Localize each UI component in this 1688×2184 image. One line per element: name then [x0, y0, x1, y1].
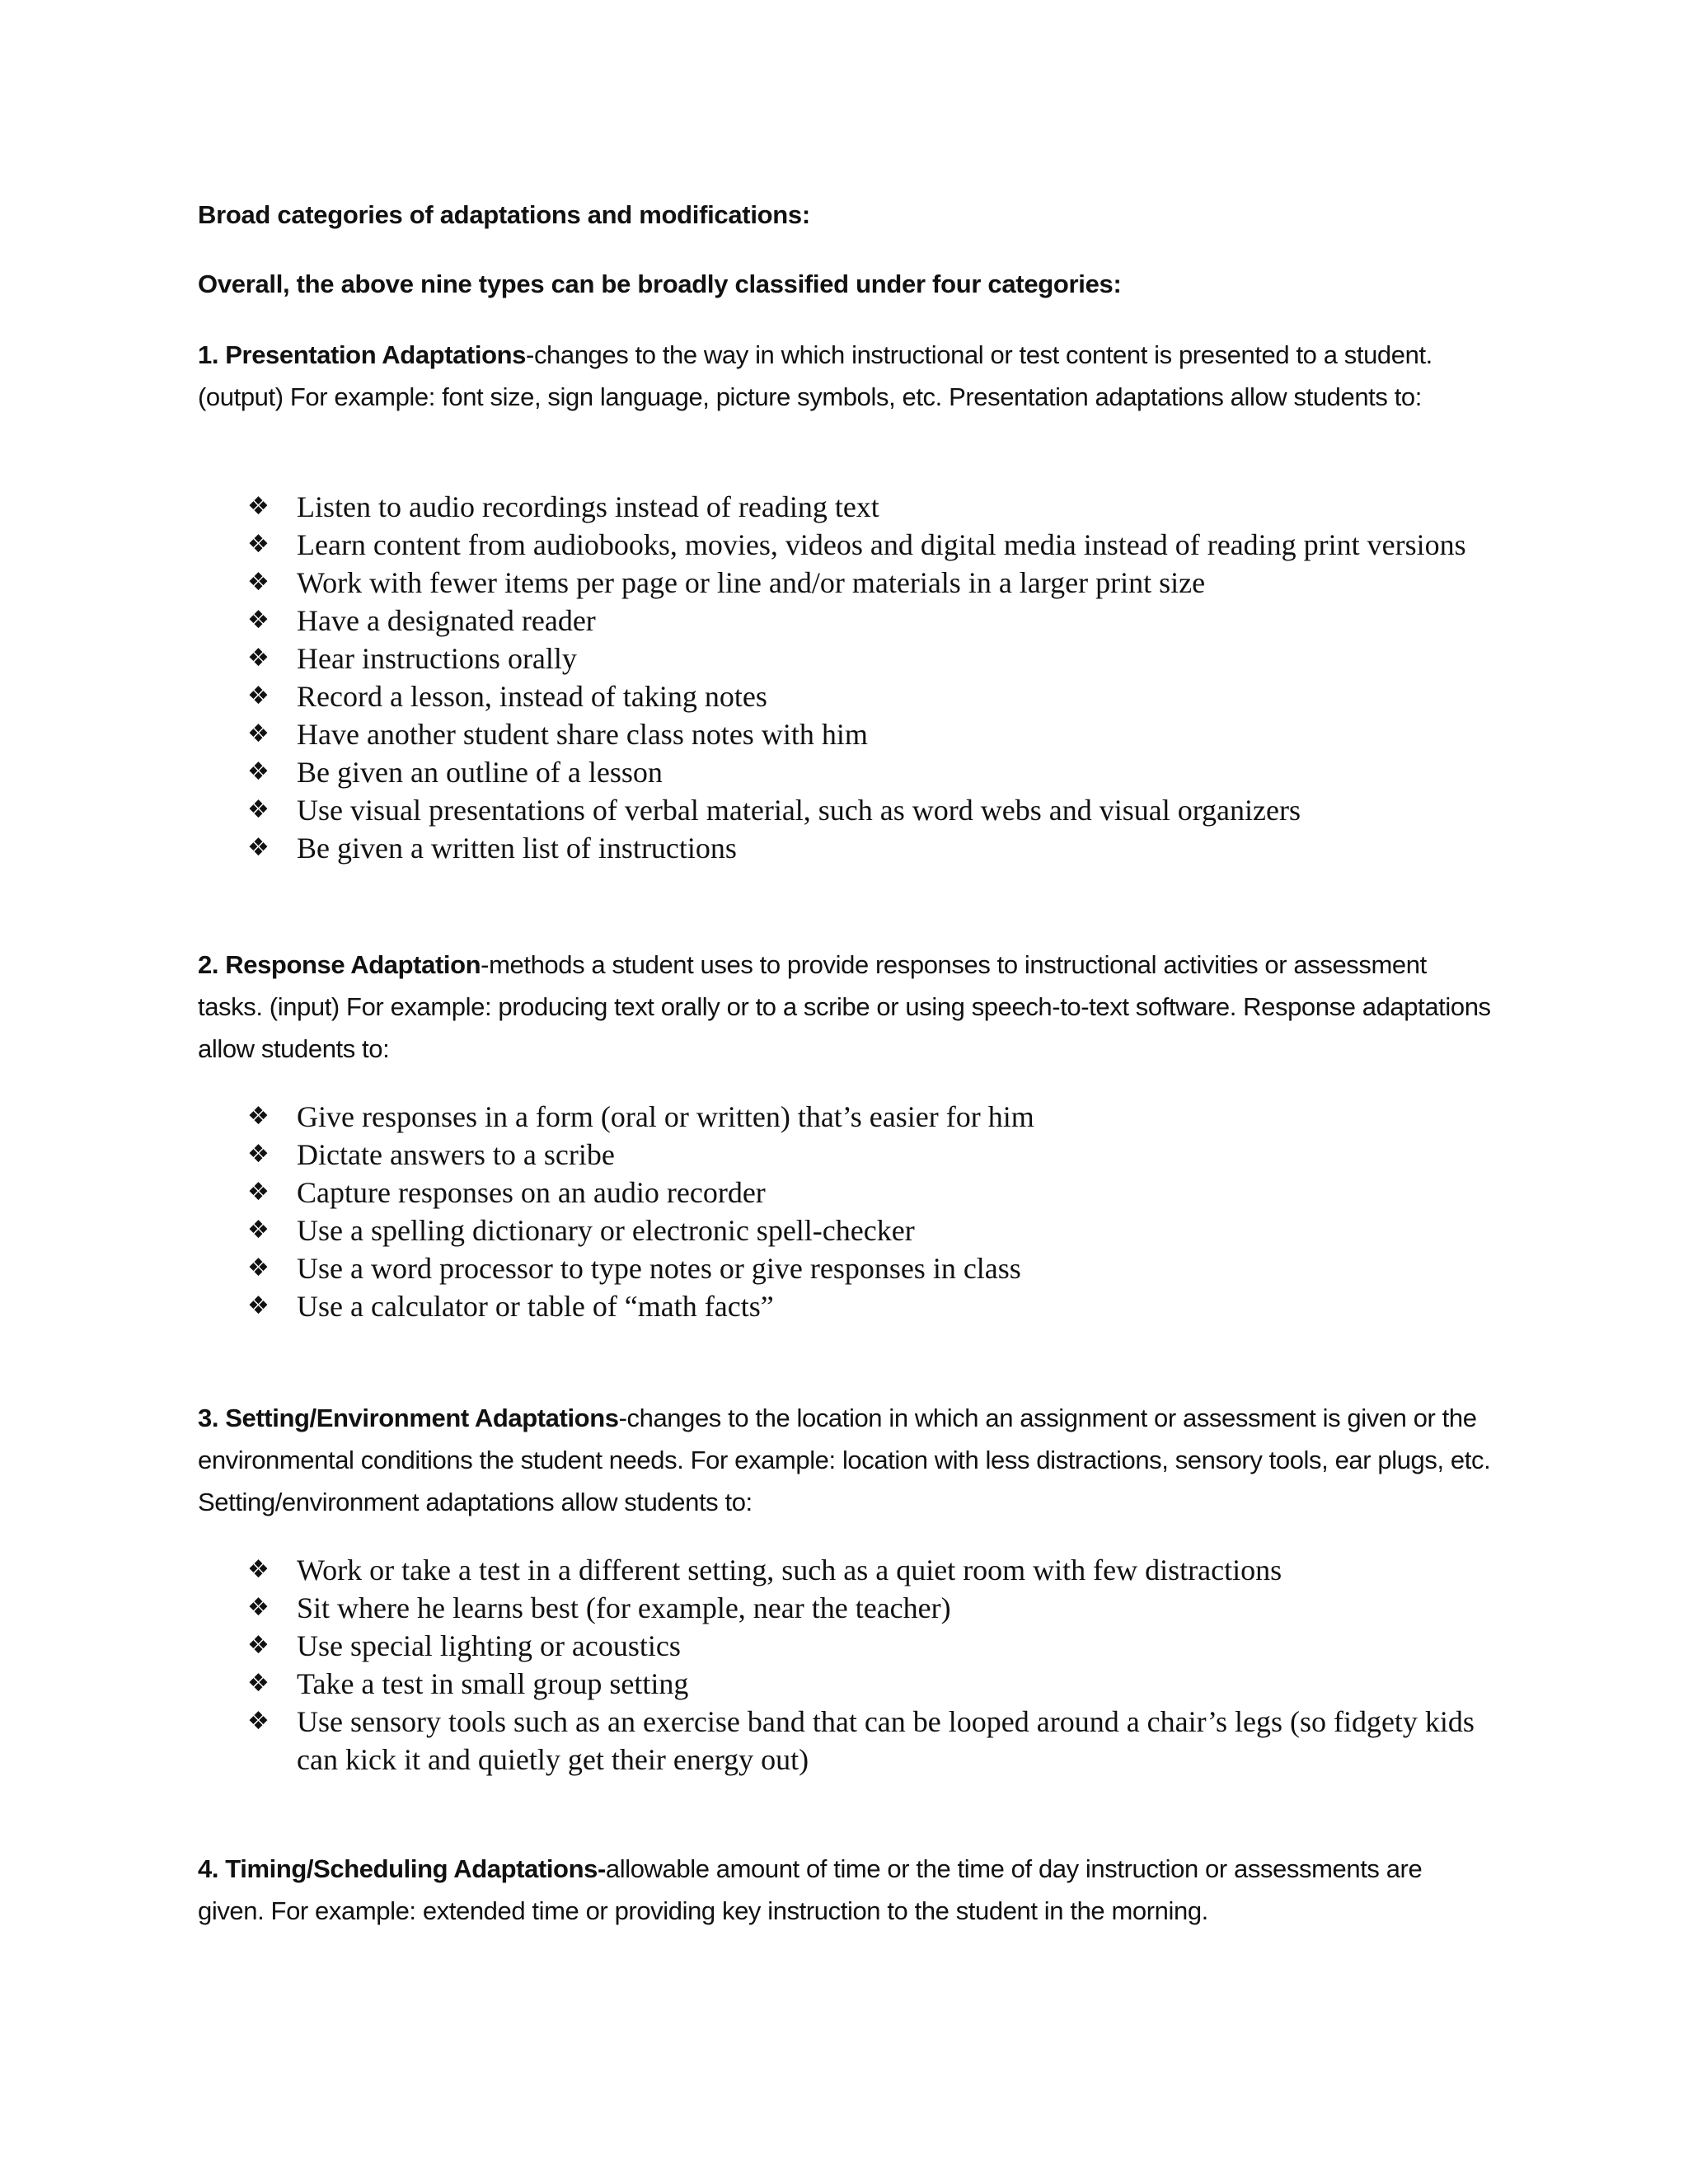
list-item	[247, 564, 1484, 602]
diamond-bullet-icon: ❖	[247, 1555, 270, 1584]
list-item-text: Use sensory tools such as an exercise band that can be looped around a chair’s legs (so fidgety kids can kick it and quietly get their energy out)	[297, 1705, 1475, 1776]
section-response-paragraph	[198, 944, 1492, 1070]
list-item-text: Be given an outline of a lesson	[297, 756, 663, 789]
section-timing-title: 4. Timing/Scheduling Adaptations-	[198, 1854, 606, 1883]
diamond-bullet-icon: ❖	[247, 1291, 270, 1320]
list-item	[247, 1249, 1484, 1287]
section-setting-text: -changes to the location in which an assignment or assessment is given or the environmental conditions the student needs. For example: location with less distractions, sensory tools, ear plugs, etc. Setting/environment adaptations allow students to:	[198, 1404, 1491, 1516]
list-item	[247, 640, 1484, 677]
list-item-text: Be given a written list of instructions	[297, 832, 737, 865]
list-item-text: Hear instructions orally	[297, 642, 577, 675]
diamond-bullet-icon: ❖	[247, 1631, 270, 1660]
diamond-bullet-icon: ❖	[247, 530, 270, 559]
diamond-bullet-icon: ❖	[247, 795, 270, 824]
diamond-bullet-icon: ❖	[247, 682, 270, 710]
setting-bullet-list	[247, 1551, 1484, 1779]
list-item-text: Use a spelling dictionary or electronic spell-checker	[297, 1214, 915, 1247]
diamond-bullet-icon: ❖	[247, 492, 270, 521]
list-item	[247, 1551, 1484, 1589]
list-item	[247, 1212, 1484, 1249]
overall-heading: Overall, the above nine types can be broadly classified under four categories:	[198, 269, 1122, 298]
section-response-title: 2. Response Adaptation	[198, 950, 481, 979]
section-timing-text: allowable amount of time or the time of day instruction or assessments are given. For example: extended time or providing key instruction to the student in the morning.	[198, 1854, 1423, 1925]
section-response-text: -methods a student uses to provide responses to instructional activities or assessment tasks. (input) For example: producing text orally or to a scribe or using speech-to-text software. Response adaptations allow students to:	[198, 950, 1491, 1063]
list-item-text: Learn content from audiobooks, movies, videos and digital media instead of reading print versions	[297, 528, 1466, 561]
list-item-text: Use special lighting or acoustics	[297, 1629, 681, 1662]
diamond-bullet-icon: ❖	[247, 1216, 270, 1244]
list-item-text: Use a calculator or table of “math facts”	[297, 1290, 774, 1323]
diamond-bullet-icon: ❖	[247, 644, 270, 673]
diamond-bullet-icon: ❖	[247, 1140, 270, 1169]
diamond-bullet-icon: ❖	[247, 719, 270, 748]
presentation-bullet-list	[247, 488, 1484, 867]
list-item	[247, 791, 1484, 829]
list-item-text: Capture responses on an audio recorder	[297, 1176, 766, 1209]
list-item	[247, 1136, 1484, 1174]
diamond-bullet-icon: ❖	[247, 833, 270, 862]
section-timing-paragraph	[198, 1848, 1492, 1932]
diamond-bullet-icon: ❖	[247, 606, 270, 635]
section-presentation-title: 1. Presentation Adaptations	[198, 340, 527, 369]
list-item-text: Have a designated reader	[297, 604, 596, 637]
list-item-text: Work with fewer items per page or line and/or materials in a larger print size	[297, 566, 1206, 599]
list-item	[247, 1098, 1484, 1136]
list-item	[247, 677, 1484, 715]
list-item	[247, 829, 1484, 867]
section-setting-paragraph	[198, 1397, 1492, 1523]
list-item-text: Use a word processor to type notes or give responses in class	[297, 1252, 1021, 1285]
response-bullet-list	[247, 1098, 1484, 1325]
list-item	[247, 1627, 1484, 1665]
list-item	[247, 602, 1484, 640]
list-item	[247, 1703, 1484, 1779]
diamond-bullet-icon: ❖	[247, 1669, 270, 1698]
diamond-bullet-icon: ❖	[247, 1178, 270, 1207]
section-setting-title: 3. Setting/Environment Adaptations	[198, 1404, 619, 1432]
broad-categories-heading: Broad categories of adaptations and modifications:	[198, 200, 810, 229]
list-item-text: Work or take a test in a different setting, such as a quiet room with few distractions	[297, 1554, 1282, 1586]
list-item	[247, 1665, 1484, 1703]
list-item-text: Give responses in a form (oral or written) that’s easier for him	[297, 1100, 1034, 1133]
list-item-text: Take a test in small group setting	[297, 1667, 689, 1700]
list-item	[247, 1174, 1484, 1212]
list-item	[247, 526, 1484, 564]
diamond-bullet-icon: ❖	[247, 757, 270, 786]
section-presentation-text: -changes to the way in which instructional or test content is presented to a student. (output) For example: font size, sign language, picture symbols, etc. Presentation adaptations allow students to:	[198, 340, 1432, 411]
list-item-text: Sit where he learns best (for example, near the teacher)	[297, 1591, 951, 1624]
list-item	[247, 1589, 1484, 1627]
list-item	[247, 488, 1484, 526]
list-item-text: Dictate answers to a scribe	[297, 1138, 615, 1171]
list-item-text: Have another student share class notes with him	[297, 718, 868, 751]
list-item-text: Record a lesson, instead of taking notes	[297, 680, 767, 713]
list-item	[247, 715, 1484, 753]
diamond-bullet-icon: ❖	[247, 1593, 270, 1622]
diamond-bullet-icon: ❖	[247, 568, 270, 597]
list-item	[247, 1287, 1484, 1325]
list-item	[247, 753, 1484, 791]
list-item-text: Listen to audio recordings instead of reading text	[297, 490, 879, 523]
diamond-bullet-icon: ❖	[247, 1102, 270, 1131]
list-item-text: Use visual presentations of verbal material, such as word webs and visual organizers	[297, 794, 1301, 827]
diamond-bullet-icon: ❖	[247, 1254, 270, 1282]
diamond-bullet-icon: ❖	[247, 1707, 270, 1736]
section-presentation-paragraph	[198, 334, 1492, 418]
